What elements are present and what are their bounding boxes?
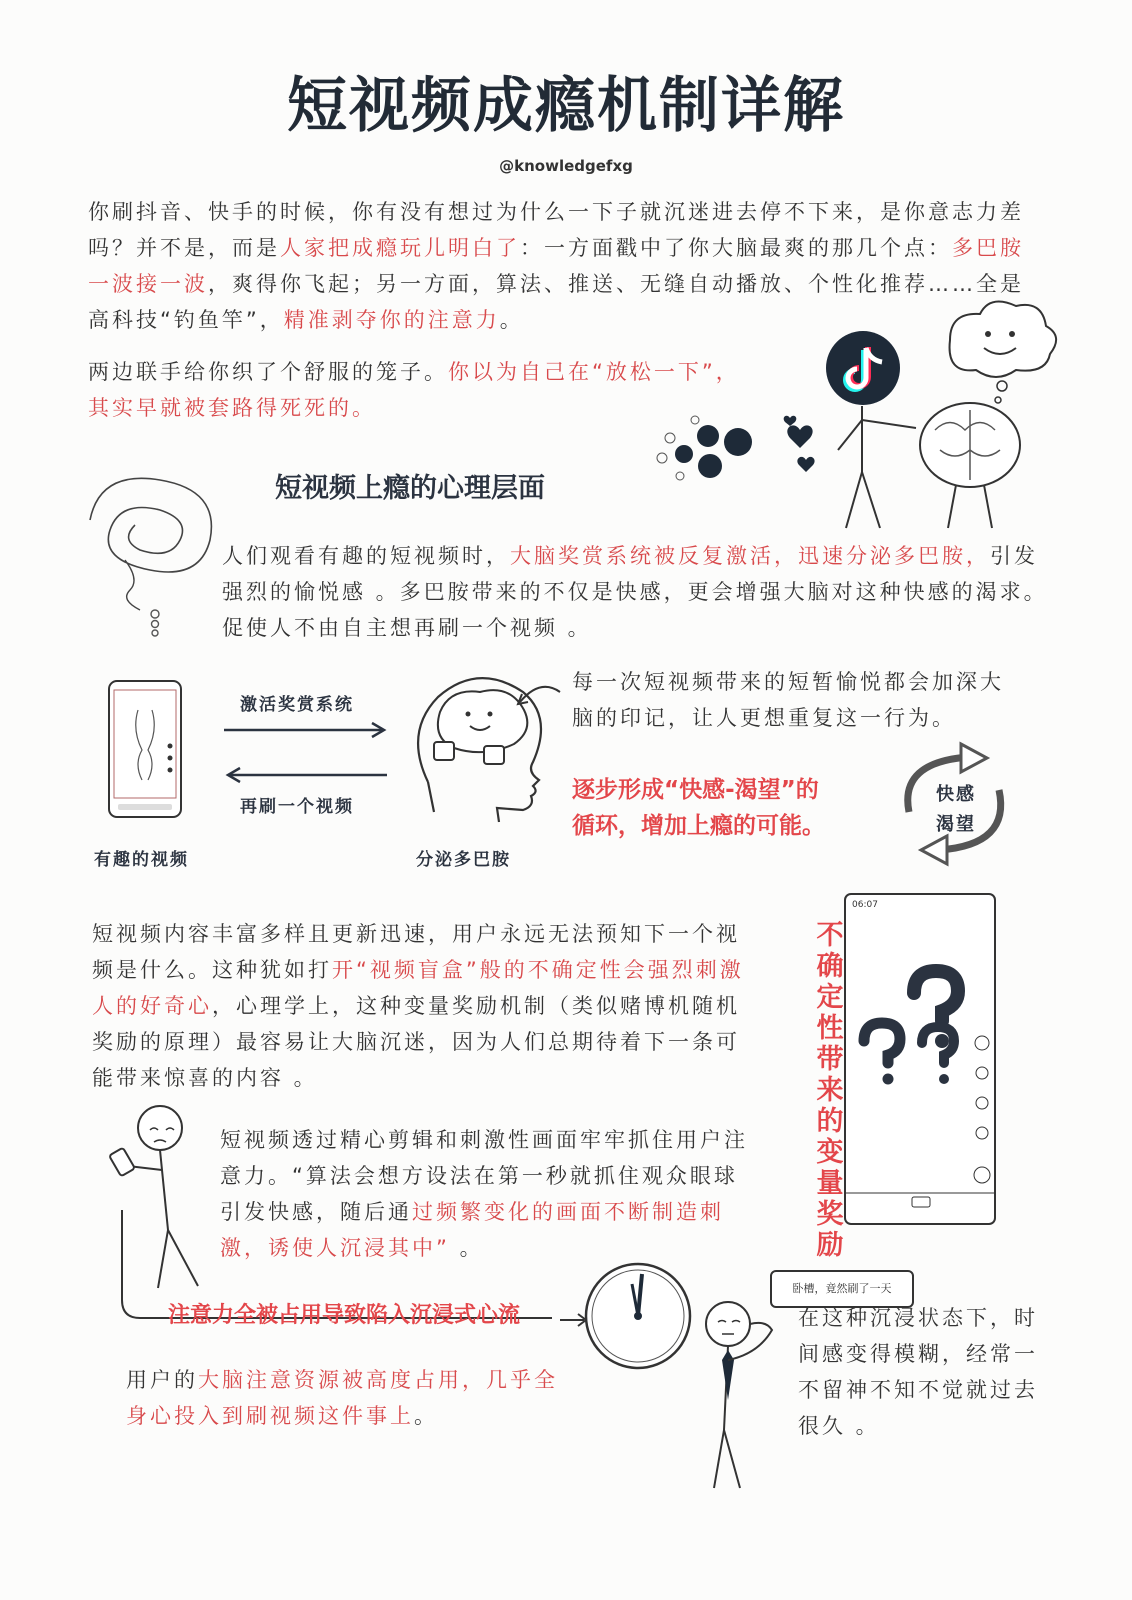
section3-highlight: 大脑注意资源被高度占用，几乎全身心投入到刷视频这件事上	[126, 1368, 558, 1428]
intro-highlight: 其实早就被套路得死死的。	[88, 396, 376, 420]
head-brain-icon	[410, 672, 570, 822]
intro-highlight: 你以为自己在“放松一下”，	[448, 360, 740, 384]
page-title: 短视频成瘾机制详解	[287, 71, 845, 141]
cycle-red-text	[572, 772, 892, 844]
loop-label-craving: 渴望	[936, 814, 976, 835]
intro-highlight: 多巴胺一波接一波	[88, 236, 1024, 296]
intro-highlight: 人家把成瘾玩儿明白了	[280, 236, 520, 260]
section2-highlight: 开“视频盲盒”般的不确定性会强烈刺激人的好奇心	[92, 958, 744, 1018]
section2-text: 短视频内容丰富多样且更新迅速，用户永远无法预知下一个视频是什么。这种犹如打	[92, 922, 740, 982]
phone-label: 有趣的视频	[94, 850, 189, 870]
section3-highlight: 过频繁变化的画面不断制造刺激，诱使人沉浸其中”	[220, 1200, 724, 1260]
like-bubbles-icon	[657, 416, 752, 480]
intro-text: 你刷抖音、快手的时候，你有没有想过为什么一下子就沉迷进去停不下来，是你意志力差吗？并不是，而是	[88, 200, 1024, 260]
tangled-thoughts-icon	[70, 460, 220, 640]
cycle-red-line: 循环，增加上瘾的可能。	[572, 813, 825, 839]
phone-icon	[108, 680, 182, 818]
vertical-red-heading: 不确定性带来的变量奖励	[816, 920, 844, 1261]
phone-time: 06:07	[852, 900, 878, 910]
brain-icon	[920, 403, 1020, 528]
cycle-description: 每一次短视频带来的短暂愉悦都会加深大脑的印记，让人更想重复这一行为。	[572, 670, 1004, 730]
intro-text: 两边联手给你织了个舒服的笼子。	[88, 360, 448, 384]
section3-paragraph	[220, 1122, 760, 1266]
brain-label: 分泌多巴胺	[416, 850, 511, 870]
immersion-red-heading: 注意力全被占用导致陷入沉浸式心流	[168, 1303, 521, 1328]
phone-question-marks-icon	[844, 893, 996, 1225]
speech-bubble: 卧槽，竟然刷了一天	[770, 1270, 914, 1308]
tiktok-brain-illustration	[640, 300, 1060, 540]
section3-text: 。	[414, 1404, 438, 1428]
section1-paragraph	[222, 538, 1052, 646]
section2-paragraph	[92, 916, 762, 1096]
section1-text: 人们观看有趣的短视频时，	[222, 544, 510, 568]
clock-icon	[584, 1262, 692, 1370]
loop-label-pleasure: 快感	[936, 784, 976, 805]
arrow-label-bottom: 再刷一个视频	[240, 797, 354, 817]
section1-highlight: 大脑奖赏系统被反复激活，迅速分泌多巴胺，	[510, 544, 990, 568]
section3-paragraph-2	[126, 1362, 566, 1434]
section3-text: 用户的	[126, 1368, 198, 1392]
intro-text: ，爽得你飞起；另一方面，算法、推送、无缝自动播放、个性化推荐……全是高科技“钓鱼竿”，	[88, 272, 1024, 332]
hearts-icon	[784, 416, 815, 472]
intro-highlight: 精准剥夺你的注意力	[283, 308, 500, 332]
cycle-red-line: 逐步形成“快感-渴望”的	[572, 777, 819, 803]
arrow-label-top: 激活奖赏系统	[240, 695, 354, 715]
intro-text: 。	[499, 308, 524, 332]
immersion-right-text: 在这种沉浸状态下，时间感变得模糊，经常一不留神不知不觉就过去很久 。	[798, 1306, 1038, 1438]
section2-text: ，心理学上，这种变量奖励机制（类似赌博机随机奖励的原理）最容易让大脑沉迷，因为人们总期待着下一条可能带来惊喜的内容 。	[92, 994, 740, 1090]
section-heading-psychology: 短视频上瘾的心理层面	[275, 473, 545, 504]
thinking-man-icon	[700, 1290, 790, 1500]
section3-text: 短视频透过精心剪辑和刺激性画面牢牢抓住用户注意力。“算法会想方设法在第一秒就抓住观众眼球引发快感，随后通	[220, 1128, 748, 1224]
smiley-cloud-icon	[950, 302, 1057, 404]
section3-text: 。	[449, 1236, 484, 1260]
intro-text: ：一方面戳中了你大脑最爽的那几个点：	[520, 236, 952, 260]
author-handle: @knowledgefxg	[499, 157, 633, 175]
cycle-arrows	[222, 720, 392, 800]
section1-text: 引发强烈的愉悦感 。多巴胺带来的不仅是快感，更会增强大脑对这种快感的渴求。促使人不由自主想再刷一个视频 。	[222, 544, 1048, 640]
